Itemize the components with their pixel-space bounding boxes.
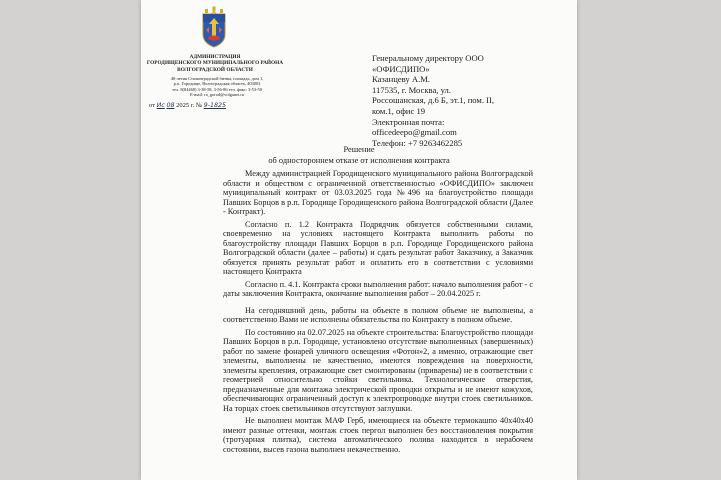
title-line-2: об одностороннем отказе от исполнения контракта (268, 155, 450, 165)
outgoing-day-handwritten: 08 (166, 102, 175, 109)
outgoing-year: 2025 г. № (176, 102, 203, 109)
recipient-block: Генеральному директору ООО «ОФИСДИПО» Казанцеву А.М. 117535, г. Москва, ул. Россошанская, д.6 Б, эт.1, пом. II, ком.1, офис 19 Электронная почта: officedeepo@gmail.com Телефон: +7 9263462285 (372, 53, 495, 148)
outgoing-reference (149, 102, 226, 109)
paragraph-status: На сегодняшний день, работы на объекте в полном объеме не выполнены, а соответственно Вами не исполнены обязательства по Контракту в полном объеме. (223, 305, 533, 324)
paragraph-deadlines: Согласно п. 4.1. Контракта сроки выполнения работ: начало выполнения работ - с даты заключения Контракта, окончание выполнения работ – 20.04.2025 г. (223, 279, 534, 298)
paragraph-contract: Между администрацией Городищенского муниципального района Волгоградской области и обществом с ограниченной ответственностью «ОФИСДИПО» заключен муниципальный контракт от 03.03.2025 года №496 на благоустройство площади Павших Борцов в р.п. Городище Городищенского района Волгоградской области (Далее - Контракт). (223, 169, 533, 216)
outgoing-date-handwritten: Ис (156, 102, 165, 109)
outgoing-number-handwritten: 9-1825 (203, 102, 227, 109)
paragraph-inspection: По состоянию на 02.07.2025 на объекте строительства: Благоустройство площади Павших Борцов в р.п. Городище, установлено отсутствие выполненных (завершенных) работ по замене фонарей уличного освещения «Фотон»2, а именно, отражающие свет элементы, выполнены не качественно, имеются повреждения на поверхности, элементы крепления, отражающие свет смонтированы (приварены) не в соответствии с геометрией относительно стойки светильника. Технологические отверстия, предназначенные для монтажа электрической проводки открыты и не имеют кожухов, обеспечивающих ограниченный доступ к электропроводке внутри стоек светильников. На торцах стоек светильников отсутствуют заглушки. (223, 327, 533, 413)
sender-organization: АДМИНИСТРАЦИЯ ГОРОДИЩЕНСКОГО МУНИЦИПАЛЬНОГО РАЙОНА ВОЛГОГРАДСКОЙ ОБЛАСТИ (146, 54, 284, 73)
letter-body (223, 169, 533, 457)
outgoing-prefix: от (149, 102, 156, 109)
document-title (141, 145, 577, 166)
title-line-1: Решение (343, 145, 375, 154)
paragraph-obligations: Согласно п. 1.2 Контракта Подрядчик обязуется собственными силами, своевременно на условиях настоящего Контракта выполнить работы по благоустройству площади Павших Борцов в р.п. Городище Городищенского района Волгоградской области (далее – работы) и сдать результат работ Заказчику, а Заказчик обязуется принять результат работ и оплатить его в соответствии с условиями настоящего Контракта (223, 219, 533, 276)
sender-address: 40-летия Сталинградской битвы, площадь, дом 1, р.п. Городище, Волгоградская область, 403003 тел. 8(84468) 3-38-58, 3-56-86 тел. факс: 3-53-50 E-mail: ra_gorod@volganet.ru (170, 76, 264, 97)
paragraph-defects: Не выполнен монтаж МАФ Герб, имеющиеся на объекте термокашпо 40х40х40 имеют разные оттенки, монтаж стоек пергол выполнен без восстановления покрытия (тротуарная плитка), система автоматического полива находится в нерабочем состоянии, высев газона выполнен некачественно. (223, 416, 533, 454)
coat-of-arms-icon (199, 6, 229, 48)
letter-page (141, 0, 577, 480)
